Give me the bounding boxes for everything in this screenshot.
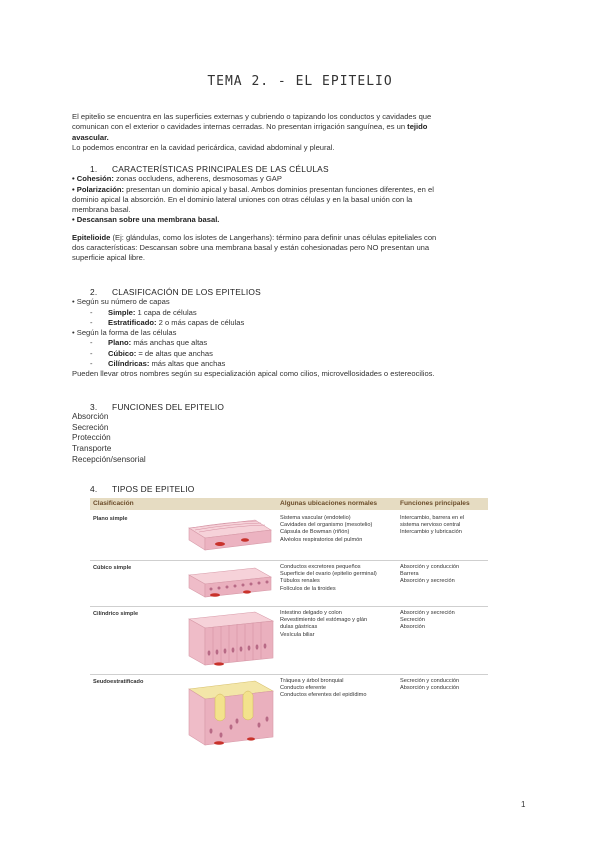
row-locations: Sistema vascular (endotelio) Cavidades del organismo (mesotelio) Cápsula de Bowman (riñón) Alvéolos respiratorios del pulmón [280,515,373,543]
cubico-item: - Cúbico: = de altas que anchas [90,348,213,358]
header-ubicaciones: Algunas ubicaciones normales [280,500,378,507]
estratificado-item: - Estratificado: 2 o más capas de células [90,317,245,327]
table-row [90,512,488,562]
seudoestratificado-illustration [185,677,277,749]
row-locations: Intestino delgado y colon Revestimiento del estómago y glán dulas gástricas Vesícula biliar [280,610,368,638]
epithelium-table [90,498,488,752]
row-locations: Conductos excretores pequeños Superficie del ovario (epitelio germinal) Túbulos renales Folículos de la tiroides [280,564,377,592]
table-row [90,675,488,751]
row-name: Plano simple [93,516,128,522]
polarizacion-line: membrana basal. [72,205,131,215]
epitelioide-line: dos características: Descansan sobre una membrana basal y están cohesionadas pero NO presentan una [72,243,430,253]
cilindricas-item: - Cilíndricas: más altas que anchas [90,359,226,369]
list-item: Recepción/sensorial [72,454,146,464]
row-functions: Secreción y conducción Absorción y conducción [400,678,460,692]
table-row [90,561,488,607]
row-name: Cilíndrico simple [93,611,139,617]
cubico-simple-illustration [185,565,275,601]
page-number: 1 [521,800,526,809]
section-heading: 3. FUNCIONES DEL EPITELIO [90,402,225,412]
membrana-item: • Descansan sobre una membrana basal. [72,215,220,225]
list-item: Transporte [72,444,112,454]
row-functions: Absorción y secreción Secreción Absorción [400,610,455,631]
intro-line: El epitelio se encuentra en las superficies externas y cubriendo o tapizando los conductos y cavidades que [72,112,432,121]
polarizacion-line: dominio apical la absorción. En el dominio lateral uniones con otras células y en la basal unión con la [72,194,413,204]
section-heading: 4. TIPOS DE EPITELIO [90,484,195,494]
intro-line: Lo podemos encontrar en la cavidad pericárdica, cavidad abdominal y pleural. [72,142,335,152]
section-heading: 1. CARACTERÍSTICAS PRINCIPALES DE LAS CÉLULAS [90,164,329,174]
list-item: Protección [72,433,111,443]
section-funciones [72,402,532,465]
page-title: TEMA 2. - EL EPITELIO [207,74,393,89]
polarizacion-item: • Polarización: presentan un dominio apical y basal. Ambos dominios presentan funciones diferentes, en el [72,184,434,194]
table-header [90,498,488,510]
cilindrico-simple-illustration [185,609,277,669]
section-tipos [72,484,532,494]
header-funciones: Funciones principales [400,500,470,507]
epitelioide-line: superficie apical libre. [72,253,146,263]
cohesion-item: • Cohesión: zonas occludens, adherens, desmosomas y GAP [72,174,282,184]
row-locations: Tráquea y árbol bronquial Conducto eferente Conductos eferentes del epidídimo [280,678,367,699]
simple-item: - Simple: 1 capa de células [90,307,197,317]
row-name: Cúbico simple [93,565,132,571]
row-functions: Intercambio, barrera en el sistema nervioso central Intercambio y lubricación [400,515,465,536]
row-name: Seudoestratificado [93,679,144,685]
section-caracteristicas [72,164,532,264]
list-item: Absorción [72,412,109,422]
capas-item: • Según su número de capas [72,297,170,307]
funciones-list [72,412,532,465]
plano-item: - Plano: más anchas que altas [90,338,208,348]
intro-line: avascular. [72,132,109,142]
intro-paragraph [72,112,532,153]
plano-simple-illustration [185,516,273,554]
forma-item: • Según la forma de las células [72,328,177,338]
header-clasificacion: Clasificación [93,500,134,507]
clasificacion-note: Pueden llevar otros nombres según su especialización apical como cilios, microvellosidades o estereocilios. [72,369,435,379]
table-row [90,607,488,673]
intro-line: comunican con el exterior o cavidades internas cerradas. No presentan irrigación sanguínea, es un tejido [72,122,428,132]
row-functions: Absorción y conducción Barrera Absorción y secreción [400,564,460,585]
section-clasificacion [72,287,532,380]
epitelioide-item: Epitelioide (Ej: glándulas, como los islotes de Langerhans): término para definir unas células epiteliales con [72,232,437,242]
section-heading: 2. CLASIFICACIÓN DE LOS EPITELIOS [90,287,261,297]
list-item: Secreción [72,422,109,432]
